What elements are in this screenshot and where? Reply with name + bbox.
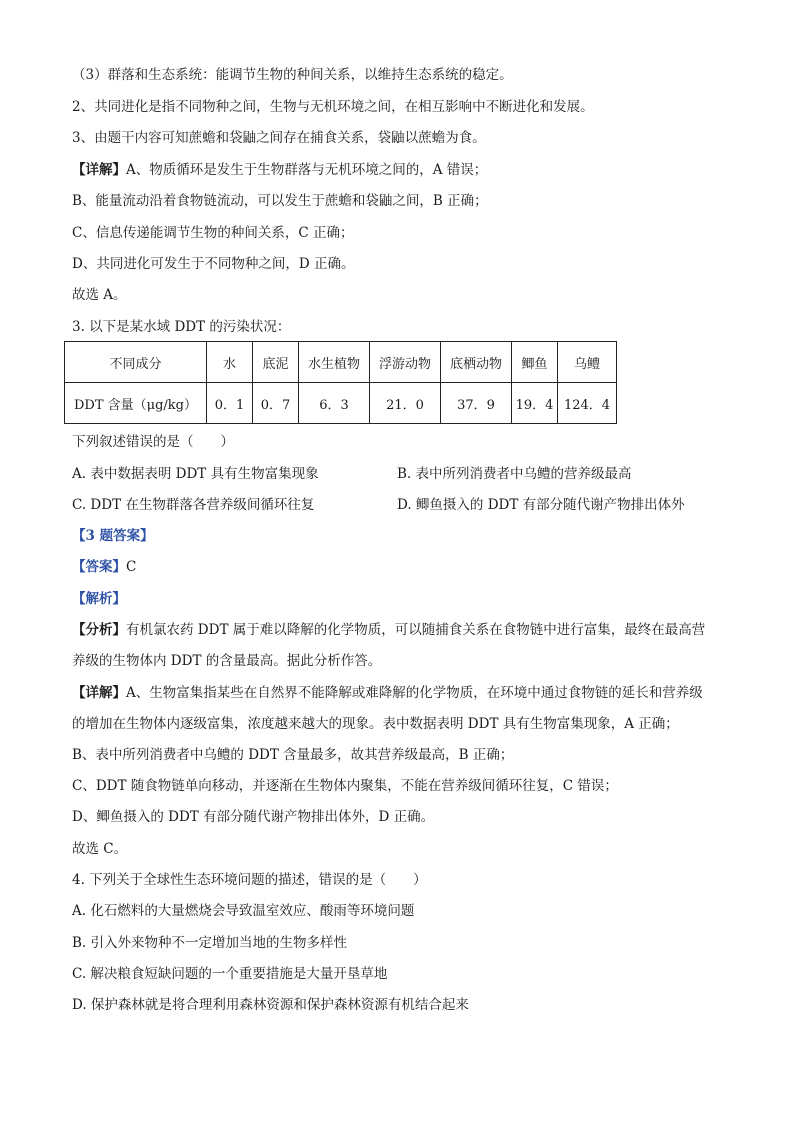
xiangjie-line-4: C、DDT 随食物链单向移动，并逐渐在生物体内聚集，不能在营养级间循环往复，C 错误； [72, 778, 618, 794]
table-cell: 124．4 [558, 383, 617, 424]
xiangjie-conclusion: 故选 C。 [72, 841, 128, 857]
detail-line-c: C、信息传递能调节生物的种间关系，C 正确； [72, 225, 354, 241]
table-cell: 浮游动物 [370, 342, 441, 383]
xiangjie-line-5: D、鲫鱼摄入的 DDT 有部分随代谢产物排出体外，D 正确。 [72, 809, 435, 825]
table-header-row [65, 342, 617, 383]
xiangjie-text: A、生物富集指某些在自然界不能降解或难降解的化学物质，在环境中通过食物链的延长和营养级 [126, 685, 703, 701]
q4-option-b: B. 引入外来物种不一定增加当地的生物多样性 [72, 935, 348, 951]
answer-value: C [126, 559, 137, 575]
fenxi-line-1 [72, 621, 705, 639]
table-cell: 0．1 [207, 383, 253, 424]
q4-option-c: C. 解决粮食短缺问题的一个重要措施是大量开垦草地 [72, 966, 388, 982]
q3-option-b: B. 表中所列消费者中乌鳢的营养级最高 [397, 466, 632, 482]
question-3-title: 3. 以下是某水域 DDT 的污染状况： [72, 319, 291, 335]
q4-option-a: A. 化石燃料的大量燃烧会导致温室效应、酸雨等环境问题 [72, 903, 415, 919]
table-cell: DDT 含量（μg/kg） [65, 383, 207, 424]
table-cell: 不同成分 [65, 342, 207, 383]
answer-tag: 【答案】 [72, 559, 126, 575]
fenxi-text: 有机氯农药 DDT 属于难以降解的化学物质，可以随捕食关系在食物链中进行富集，最终在最高营 [126, 622, 706, 638]
xiangjie-line-3: B、表中所列消费者中乌鳢的 DDT 含量最多，故其营养级最高，B 正确； [72, 747, 514, 763]
xiangjie-tag: 【详解】 [72, 685, 126, 701]
xiangjie-line-2: 的增加在生物体内逐级富集，浓度越来越大的现象。表中数据表明 DDT 具有生物富集现象，A 正确； [72, 716, 679, 732]
answer-line [72, 558, 136, 576]
table-cell: 19．4 [512, 383, 558, 424]
q3-option-c: C. DDT 在生物群落各营养级间循环往复 [72, 497, 315, 513]
detail-line-d: D、共同进化可发生于不同物种之间，D 正确。 [72, 256, 355, 272]
table-cell: 底泥 [253, 342, 299, 383]
table-cell: 水 [207, 342, 253, 383]
table-cell: 21．0 [370, 383, 441, 424]
ddt-table [64, 341, 617, 424]
table-cell: 0．7 [253, 383, 299, 424]
text-line-community: （3）群落和生态系统：能调节生物的种间关系，以维持生态系统的稳定。 [72, 67, 513, 83]
detail-text: A、物质循环是发生于生物群落与无机环境之间的，A 错误； [126, 162, 488, 178]
question-4-title: 4. 下列关于全球性生态环境问题的描述，错误的是（ ） [72, 872, 427, 888]
answer-heading: 【3 题答案】 [72, 528, 154, 544]
text-line-coevolution: 2、共同进化是指不同物种之间，生物与无机环境之间，在相互影响中不断进化和发展。 [72, 99, 594, 115]
table-cell: 水生植物 [299, 342, 370, 383]
detail-line-b: B、能量流动沿着食物链流动，可以发生于蔗蟾和袋鼬之间，B 正确； [72, 193, 488, 209]
table-cell: 乌鳢 [558, 342, 617, 383]
conclusion-line: 故选 A。 [72, 287, 127, 303]
table-cell: 鲫鱼 [512, 342, 558, 383]
text-line-predation: 3、由题干内容可知蔗蟾和袋鼬之间存在捕食关系，袋鼬以蔗蟾为食。 [72, 130, 486, 146]
table-cell: 37．9 [441, 383, 512, 424]
table-cell: 6．3 [299, 383, 370, 424]
detail-tag: 【详解】 [72, 162, 126, 178]
table-cell: 底栖动物 [441, 342, 512, 383]
q3-option-d: D. 鲫鱼摄入的 DDT 有部分随代谢产物排出体外 [397, 497, 685, 513]
table-data-row [65, 383, 617, 424]
detail-line-a [72, 161, 487, 179]
fenxi-line-2: 养级的生物体内 DDT 的含量最高。据此分析作答。 [72, 653, 382, 669]
xiangjie-line-1 [72, 684, 703, 702]
question-3-stem: 下列叙述错误的是（ ） [72, 434, 234, 450]
fenxi-tag: 【分析】 [72, 622, 126, 638]
analysis-heading: 【解析】 [72, 591, 126, 607]
q4-option-d: D. 保护森林就是将合理利用森林资源和保护森林资源有机结合起来 [72, 997, 469, 1013]
q3-option-a: A. 表中数据表明 DDT 具有生物富集现象 [72, 466, 319, 482]
